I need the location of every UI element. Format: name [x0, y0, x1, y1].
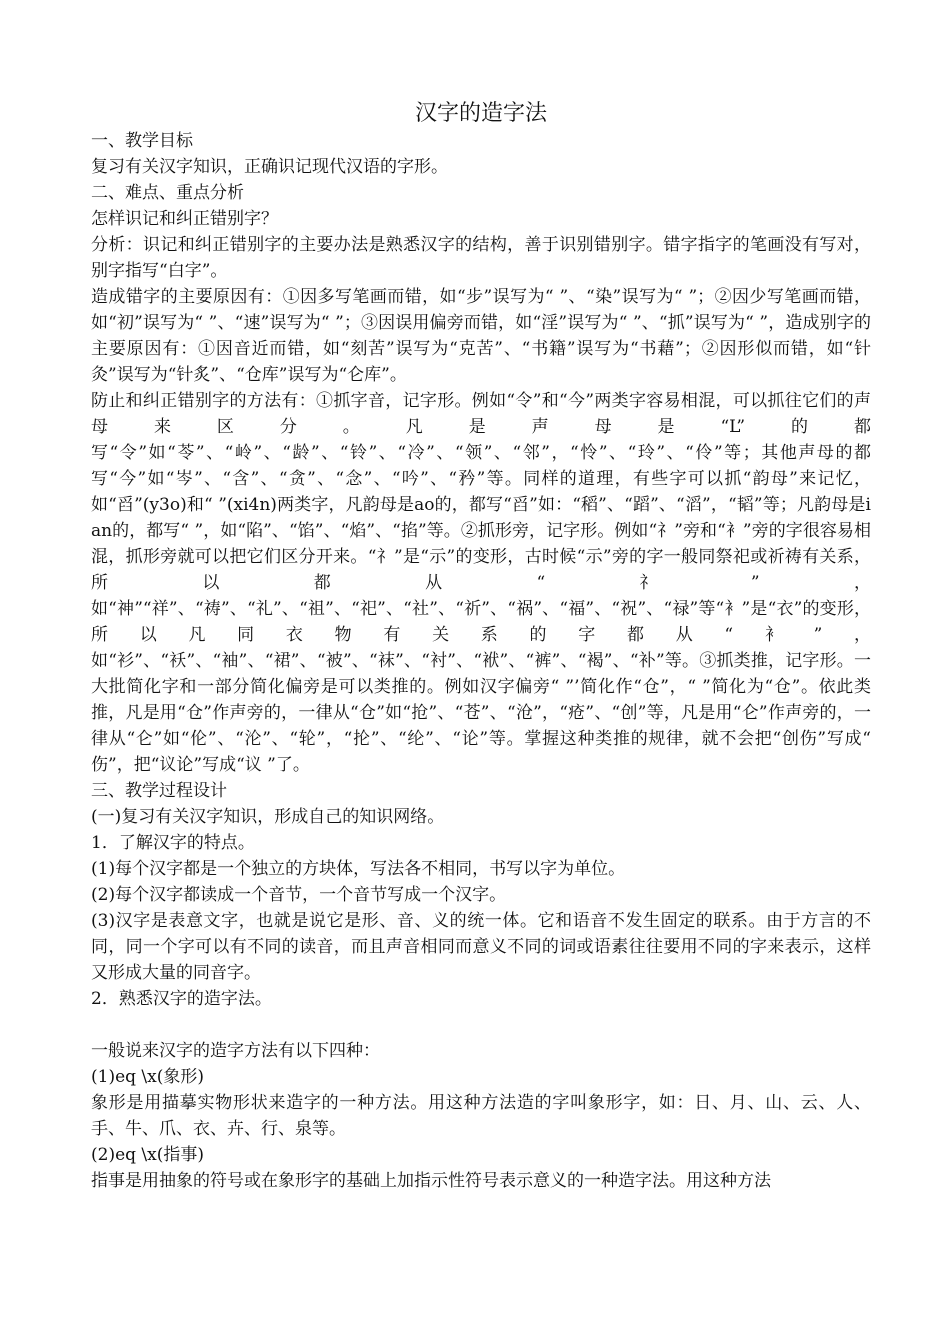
- paragraph: (一)复习有关汉字知识，形成自己的知识网络。: [91, 807, 445, 827]
- paragraph: 象形是用描摹实物形状来造字的一种方法。用这种方法造的字叫象形字，如：日、月、山、云、人、手、牛、爪、衣、卉、行、泉等。: [91, 1093, 871, 1139]
- paragraph: 分析：识记和纠正错别字的主要办法是熟悉汉字的结构，善于识别错别字。错字指字的笔画没有写对，别字指写“白字”。: [91, 235, 871, 281]
- document-page: [91, 96, 871, 1194]
- paragraph: 防止和纠正错别字的方法有：①抓字音，记字形。例如“令”和“今”两类字容易相混，可以抓往它们的声母来区分。凡是声母是“L”的都写“令”如“苓”、“岭”、“龄”、“铃”、“冷”、“领”、“邻”，“怜”、“玲”、“伶”等；其他声母的都写“今”如“岑”、“含”、“贪”、“念”、“吟”、“矜”等。同样的道理，有些字可以抓“韵母”来记忆，如“舀”(y3o)和“ ”(xi4n)两类字，凡韵母是ao的，都写“舀”如：“稻”、“蹈”、“滔”，“韬”等；凡韵母是ian的，都写“ ”，如“陷”、“馅”、“焰”、“掐”等。②抓形旁，记字形。例如“礻”旁和“衤”旁的字很容易相混，抓形旁就可以把它们区分开来。“礻”是“示”的变形，古时候“示”旁的字一般同祭祀或祈祷有关系，所以都从“礻”，如“神”“祥”、“祷”、“礼”、“祖”、“祀”、“社”、“祈”、“祸”、“福”、“祝”、“禄”等“衤”是“衣”的变形，所以凡同衣物有关系的字都从“衤”，如“衫”、“袄”、“袖”、“裙”、“被”、“袜”、“衬”、“袱”、“裤”、“褐”、“补”等。③抓类推，记字形。一大批简化字和一部分简化偏旁是可以类推的。例如汉字偏旁“ ”’简化作“仓”，“ ”简化为“仓”。依此类推，凡是用“仓”作声旁的，一律从“仓”如“抢”、“苍”、“沧”，“疮”、“创”等，凡是用“仑”作声旁的，一律从“仑”如“伦”、“沦”、“轮”，“抡”、“纶”、“论”等。掌握这种类推的规律，就不会把“创伤”写成“ 伤”，把“议论”写成“议 ”了。: [91, 391, 871, 775]
- paragraph: 复习有关汉字知识，正确识记现代汉语的字形。: [91, 157, 448, 177]
- paragraph: 一般说来汉字的造字方法有以下四种：: [91, 1041, 380, 1061]
- document-title: 汉字的造字法: [414, 101, 547, 126]
- list-item: (2)每个汉字都读成一个音节，一个音节写成一个汉字。: [91, 885, 507, 905]
- paragraph: 造成错字的主要原因有：①因多写笔画而错，如“步”误写为“ ”、“染”误写为“ ”；②因少写笔画而错，如“初”误写为“ ”、“速”误写为“ ”；③因误用偏旁而错，如“淫”误写为“ ”、“抓”误写为“ ”，造成别字的主要原因有：①因音近而错，如“刻苦”误写为“克苦”、“书籍”误写为“书藉”；②因形似而错，如“针灸”误写为“针炙”、“仓库”误写为“仑库”。: [91, 287, 871, 385]
- section-heading-process: 三、教学过程设计: [91, 781, 227, 801]
- list-item: (1)eq \x(象形): [91, 1067, 205, 1087]
- list-item: (2)eq \x(指事): [91, 1145, 205, 1165]
- blank-line: [91, 1012, 871, 1038]
- list-item: 2．熟悉汉字的造字法。: [91, 989, 272, 1009]
- section-heading-goals: 一、教学目标: [91, 131, 193, 151]
- list-item: (1)每个汉字都是一个独立的方块体，写法各不相同，书写以字为单位。: [91, 859, 626, 879]
- paragraph: 指事是用抽象的符号或在象形字的基础上加指示性符号表示意义的一种造字法。用这种方法: [91, 1171, 771, 1191]
- list-item: 1．了解汉字的特点。: [91, 833, 255, 853]
- paragraph: 怎样识记和纠正错别字？: [91, 209, 278, 229]
- list-item: (3)汉字是表意文字，也就是说它是形、音、义的统一体。它和语音不发生固定的联系。由于方言的不同，同一个字可以有不同的读音，而且声音相同而意义不同的词或语素往往要用不同的字来表示，这样又形成大量的同音字。: [91, 911, 871, 983]
- section-heading-analysis: 二、难点、重点分析: [91, 183, 244, 203]
